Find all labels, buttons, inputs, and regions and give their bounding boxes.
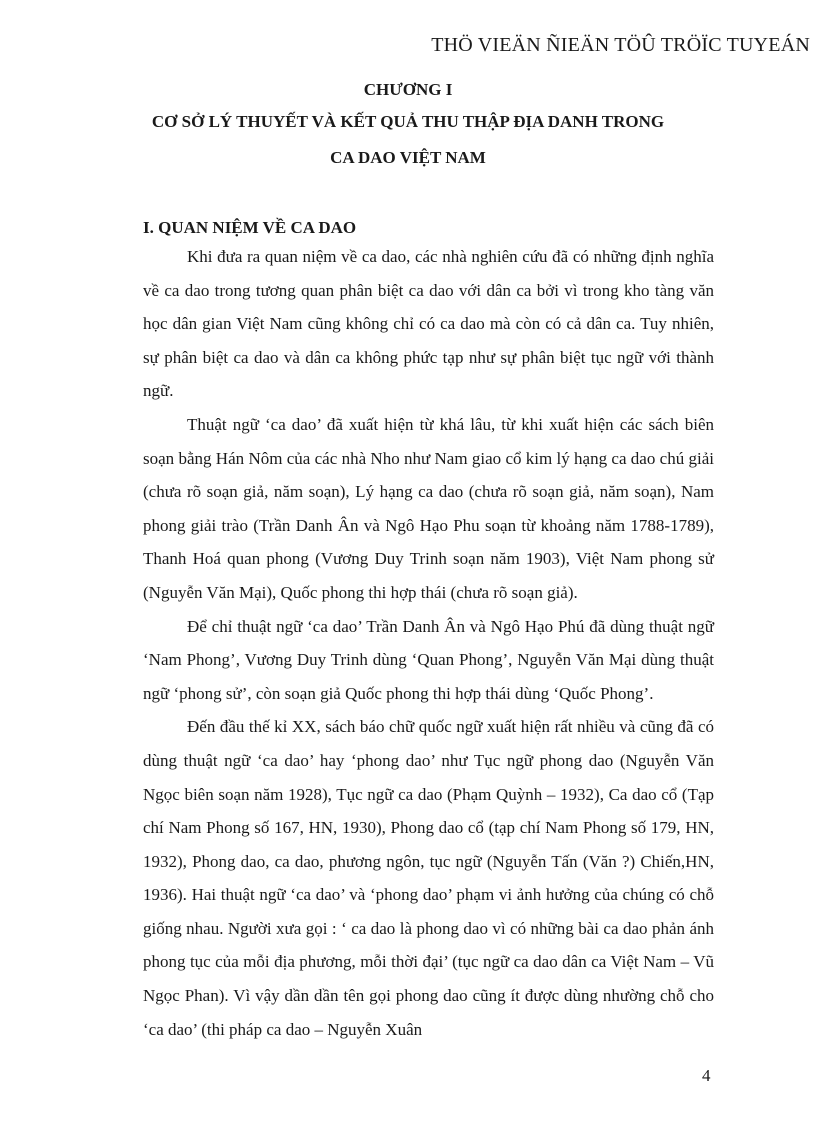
running-header: THÖ VIEÄN ÑIEÄN TÖÛ TRÖÏC TUYEÁN [431,34,810,56]
paragraph: Khi đưa ra quan niệm về ca dao, các nhà nghiên cứu đã có những định nghĩa về ca dao trong tương quan phân biệt ca dao với dân ca bởi vì trong kho tàng văn học dân gian Việt Nam cũng không chỉ có ca dao mà còn có cả dân ca. Tuy nhiên, sự phân biệt ca dao và dân ca không phức tạp như sự phân biệt tục ngữ với thành ngữ. [143,247,714,401]
body-text [143,240,714,1046]
paragraph: Đến đầu thế kỉ XX, sách báo chữ quốc ngữ xuất hiện rất nhiều và cũng đã có dùng thuật ngữ ‘ca dao’ hay ‘phong dao’ như Tục ngữ phong dao (Nguyễn Văn Ngọc biên soạn năm 1928), Tục ngữ ca dao (Phạm Quỳnh – 1932), Ca dao cổ (Tạp chí Nam Phong số 167, HN, 1930), Phong dao cổ (tạp chí Nam Phong số 179, HN, 1932), Phong dao, ca dao, phương ngôn, tục ngữ (Nguyễn Tấn (Văn ?) Chiến,HN, 1936). Hai thuật ngữ ‘ca dao’ và ‘phong dao’ phạm vi ảnh hưởng của chúng có chỗ giống nhau. Người xưa gọi : ‘ ca dao là phong dao vì có những bài ca dao phản ánh phong tục của mỗi địa phương, mỗi thời đại’ (tục ngữ ca dao dân ca Việt Nam – Vũ Ngọc Phan). Vì vậy dần dần tên gọi phong dao cũng ít được dùng nhường chỗ cho ‘ca dao’ (thi pháp ca dao – Nguyễn Xuân [143,717,714,1039]
chapter-number: CHƯƠNG I [363,80,453,99]
page-number: 4 [702,1066,711,1085]
chapter-title-line-1: CƠ SỞ LÝ THUYẾT VÀ KẾT QUẢ THU THẬP ĐỊA DANH TRONG [151,112,665,131]
paragraph: Thuật ngữ ‘ca dao’ đã xuất hiện từ khá lâu, từ khi xuất hiện các sách biên soạn bằng Hán Nôm của các nhà Nho như Nam giao cổ kim lý hạng ca dao chú giải (chưa rõ soạn giả, năm soạn), Lý hạng ca dao (chưa rõ soạn giả, năm soạn), Nam phong giải trào (Trần Danh Ân và Ngô Hạo Phu soạn từ khoảng năm 1788-1789), Thanh Hoá quan phong (Vương Duy Trinh soạn năm 1903), Việt Nam phong sử (Nguyễn Văn Mại), Quốc phong thi hợp thái (chưa rõ soạn giả). [143,414,714,602]
chapter-title-line-2: CA DAO VIỆT NAM [330,148,486,167]
section-heading: I. QUAN NIỆM VỀ CA DAO [143,218,357,237]
paragraph: Để chỉ thuật ngữ ‘ca dao’ Trần Danh Ân và Ngô Hạo Phú đã dùng thuật ngữ ‘Nam Phong’, Vương Duy Trinh dùng ‘Quan Phong’, Nguyễn Văn Mại dùng thuật ngữ ‘phong sử’, còn soạn giả Quốc phong thi hợp thái dùng ‘Quốc Phong’. [143,616,714,703]
